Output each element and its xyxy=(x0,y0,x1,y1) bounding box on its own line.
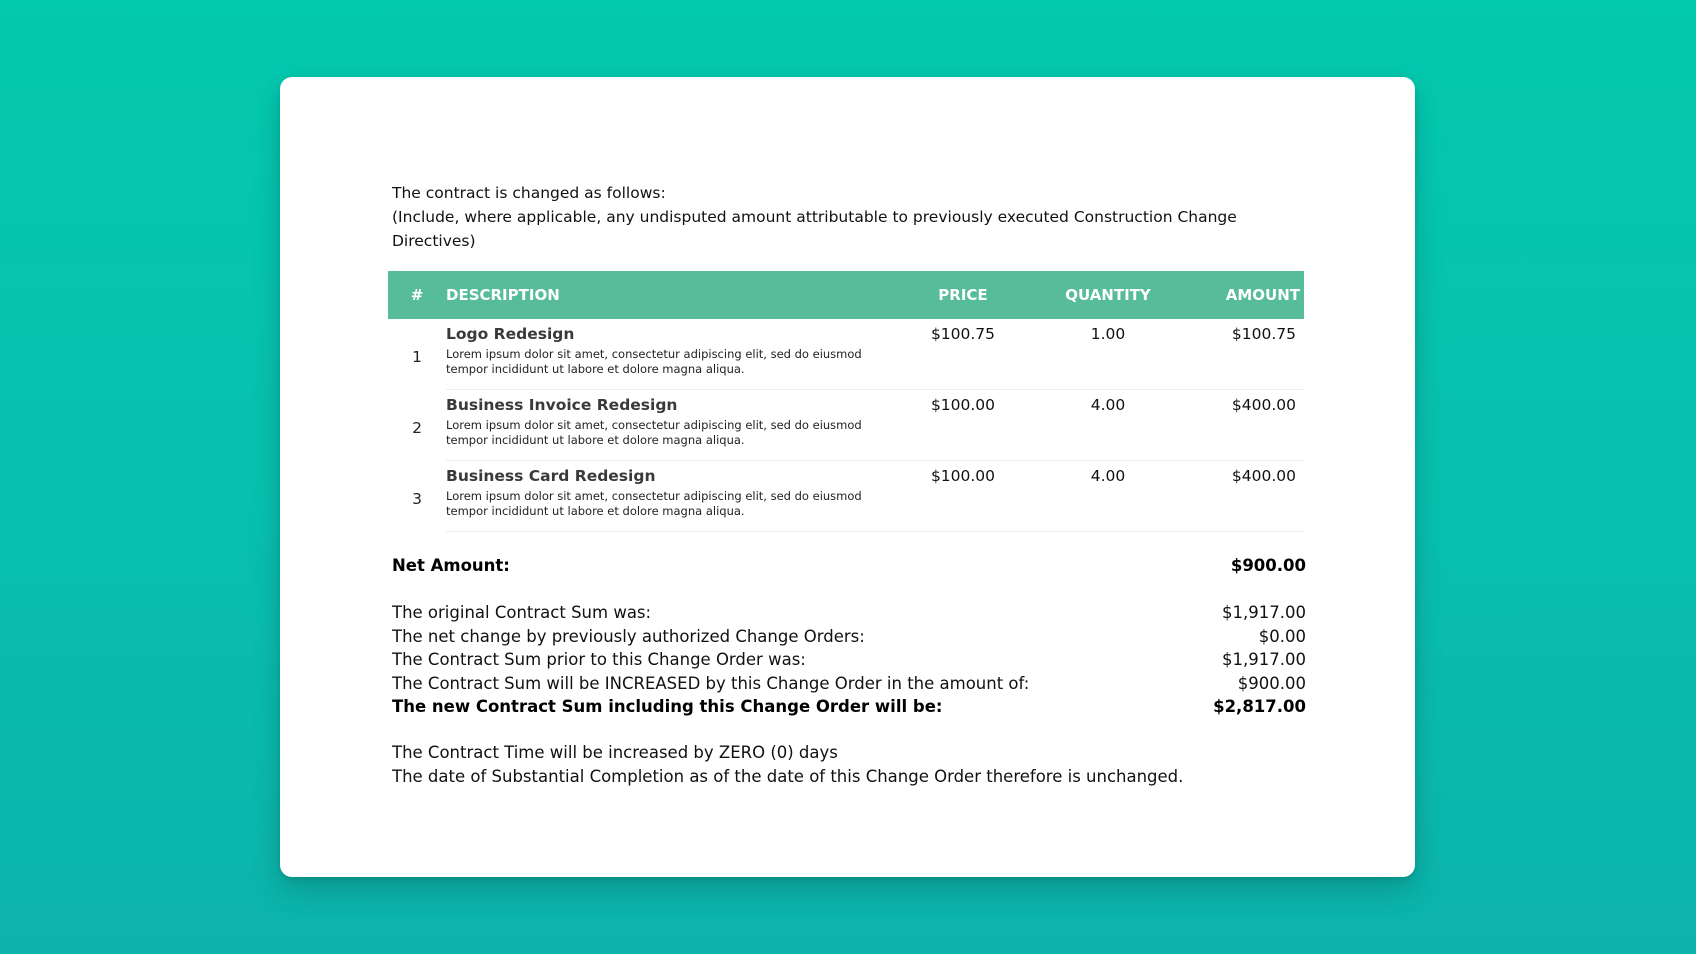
header-number: # xyxy=(410,286,424,304)
item-title: Business Card Redesign xyxy=(446,467,656,485)
net-amount-label: Net Amount: xyxy=(392,556,510,575)
header-price: PRICE xyxy=(938,286,988,304)
intro-line-2: (Include, where applicable, any undisputed amount attributable to previously executed Construction Change Directives) xyxy=(392,208,1237,250)
contract-time-notes xyxy=(392,741,1306,788)
item-text: Lorem ipsum dolor sit amet, consectetur adipiscing elit, sed do eiusmod tempor incididunt ut labore et dolore magna aliqua. xyxy=(446,347,862,376)
item-text: Lorem ipsum dolor sit amet, consectetur adipiscing elit, sed do eiusmod tempor incididunt ut labore et dolore magna aliqua. xyxy=(446,418,862,447)
summary-value: $2,817.00 xyxy=(1213,697,1306,717)
summary-prior-sum xyxy=(392,648,1306,672)
intro-text xyxy=(392,181,1306,253)
item-text: Lorem ipsum dolor sit amet, consectetur adipiscing elit, sed do eiusmod tempor incididunt ut labore et dolore magna aliqua. xyxy=(446,489,862,518)
row-description xyxy=(446,461,900,532)
summary-label: The new Contract Sum including this Change Order will be: xyxy=(392,697,943,717)
summary-new-sum xyxy=(392,695,1306,719)
row-amount: $400.00 xyxy=(1231,396,1296,414)
summary-value: $0.00 xyxy=(1258,626,1306,646)
contract-summary xyxy=(392,601,1306,719)
summary-original-sum xyxy=(392,601,1306,625)
document-card xyxy=(280,77,1415,877)
row-price: $100.00 xyxy=(930,467,996,485)
summary-value: $1,917.00 xyxy=(1222,603,1306,622)
summary-value: $900.00 xyxy=(1237,673,1306,693)
table-header xyxy=(388,271,1304,319)
summary-label: The Contract Sum will be INCREASED by this Change Order in the amount of: xyxy=(392,673,1030,693)
item-title: Logo Redesign xyxy=(446,325,575,343)
summary-value: $1,917.00 xyxy=(1222,650,1306,670)
summary-label: The Contract Sum prior to this Change Order was: xyxy=(392,650,806,670)
document-content xyxy=(392,181,1306,788)
table-row xyxy=(388,461,1304,532)
table-row xyxy=(388,319,1304,390)
header-amount: AMOUNT xyxy=(1225,286,1300,304)
row-quantity: 4.00 xyxy=(1090,396,1126,414)
row-number: 3 xyxy=(412,489,422,508)
row-description xyxy=(446,390,900,461)
net-amount-value: $900.00 xyxy=(1230,556,1306,575)
row-amount: $100.75 xyxy=(1231,325,1296,343)
row-price: $100.00 xyxy=(930,396,996,414)
summary-label: The original Contract Sum was: xyxy=(392,603,652,622)
header-quantity: QUANTITY xyxy=(1065,286,1151,304)
row-amount: $400.00 xyxy=(1231,467,1296,485)
table-row xyxy=(388,390,1304,461)
item-title: Business Invoice Redesign xyxy=(446,396,678,414)
row-quantity: 1.00 xyxy=(1090,325,1126,343)
net-amount xyxy=(392,554,1306,578)
row-number: 2 xyxy=(412,418,422,437)
row-description xyxy=(446,319,900,390)
contract-time-note: The Contract Time will be increased by ZERO (0) days xyxy=(392,742,838,762)
row-number: 1 xyxy=(412,347,422,366)
completion-note: The date of Substantial Completion as of the date of this Change Order therefore is unchanged. xyxy=(392,766,1184,786)
summary-increase xyxy=(392,672,1306,696)
summary-label: The net change by previously authorized Change Orders: xyxy=(392,626,865,646)
intro-line-1: The contract is changed as follows: xyxy=(392,184,666,202)
line-items-table xyxy=(388,271,1304,532)
row-price: $100.75 xyxy=(930,325,996,343)
row-quantity: 4.00 xyxy=(1090,467,1126,485)
header-description: DESCRIPTION xyxy=(446,286,560,304)
summary-net-change xyxy=(392,625,1306,649)
